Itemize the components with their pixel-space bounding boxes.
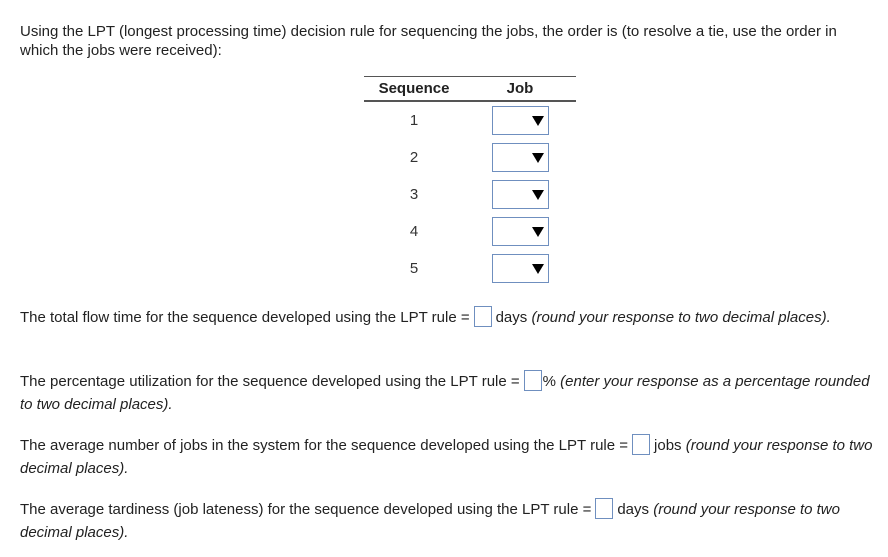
job-select-3[interactable]: [492, 180, 549, 209]
table-row: [364, 102, 576, 139]
dropdown-arrow-icon: [532, 227, 544, 237]
dropdown-arrow-icon: [532, 116, 544, 126]
job-select-4[interactable]: [492, 217, 549, 246]
job-select-2[interactable]: [492, 143, 549, 172]
sequence-column-header: Sequence: [378, 80, 450, 97]
job-column-header: Job: [506, 80, 534, 97]
table-header: [364, 77, 576, 102]
job-select-1[interactable]: [492, 106, 549, 135]
question-average-tardiness: [20, 498, 885, 544]
job-select-5[interactable]: [492, 254, 549, 283]
question-text: The average number of jobs in the system for the sequence developed using the LPT rule =: [20, 437, 629, 454]
unit-label: days: [617, 501, 650, 518]
question-text: The average tardiness (job lateness) for the sequence developed using the LPT rule =: [20, 501, 592, 518]
instruction-note: (round your response to two decimal places).: [20, 501, 840, 541]
instruction-note: (round your response to two decimal places).: [531, 309, 831, 326]
clipped-previous-text: [20, 0, 160, 3]
table-row: [364, 250, 576, 287]
question-average-jobs: [20, 434, 885, 480]
sequence-number: 3: [409, 186, 419, 203]
sequence-number: 4: [409, 223, 419, 240]
sequence-number: 5: [409, 260, 419, 277]
dropdown-arrow-icon: [532, 264, 544, 274]
question-total-flow-time: [20, 306, 885, 329]
unit-label: jobs: [654, 437, 682, 454]
question-text: The total flow time for the sequence developed using the LPT rule =: [20, 309, 470, 326]
sequence-number: 2: [409, 149, 419, 166]
unit-label: days: [495, 309, 528, 326]
sequence-number: 1: [409, 112, 419, 129]
dropdown-arrow-icon: [532, 190, 544, 200]
dropdown-arrow-icon: [532, 153, 544, 163]
table-row: [364, 176, 576, 213]
table-row: [364, 213, 576, 250]
table-row: [364, 139, 576, 176]
total-flow-time-input[interactable]: [474, 306, 492, 327]
instruction-note: (enter your response as a percentage rounded to two decimal places).: [20, 373, 870, 413]
question-percentage-utilization: [20, 370, 885, 416]
utilization-input[interactable]: [524, 370, 542, 391]
intro-text: Using the LPT (longest processing time) decision rule for sequencing the jobs, the order is (to resolve a tie, use the order in which the jobs were received):: [20, 23, 837, 59]
average-tardiness-input[interactable]: [595, 498, 613, 519]
instruction-note: (round your response to two decimal places).: [20, 437, 873, 477]
unit-label: %: [542, 373, 556, 390]
average-jobs-input[interactable]: [632, 434, 650, 455]
question-text: The percentage utilization for the sequence developed using the LPT rule =: [20, 373, 520, 390]
sequence-table: [364, 76, 576, 287]
